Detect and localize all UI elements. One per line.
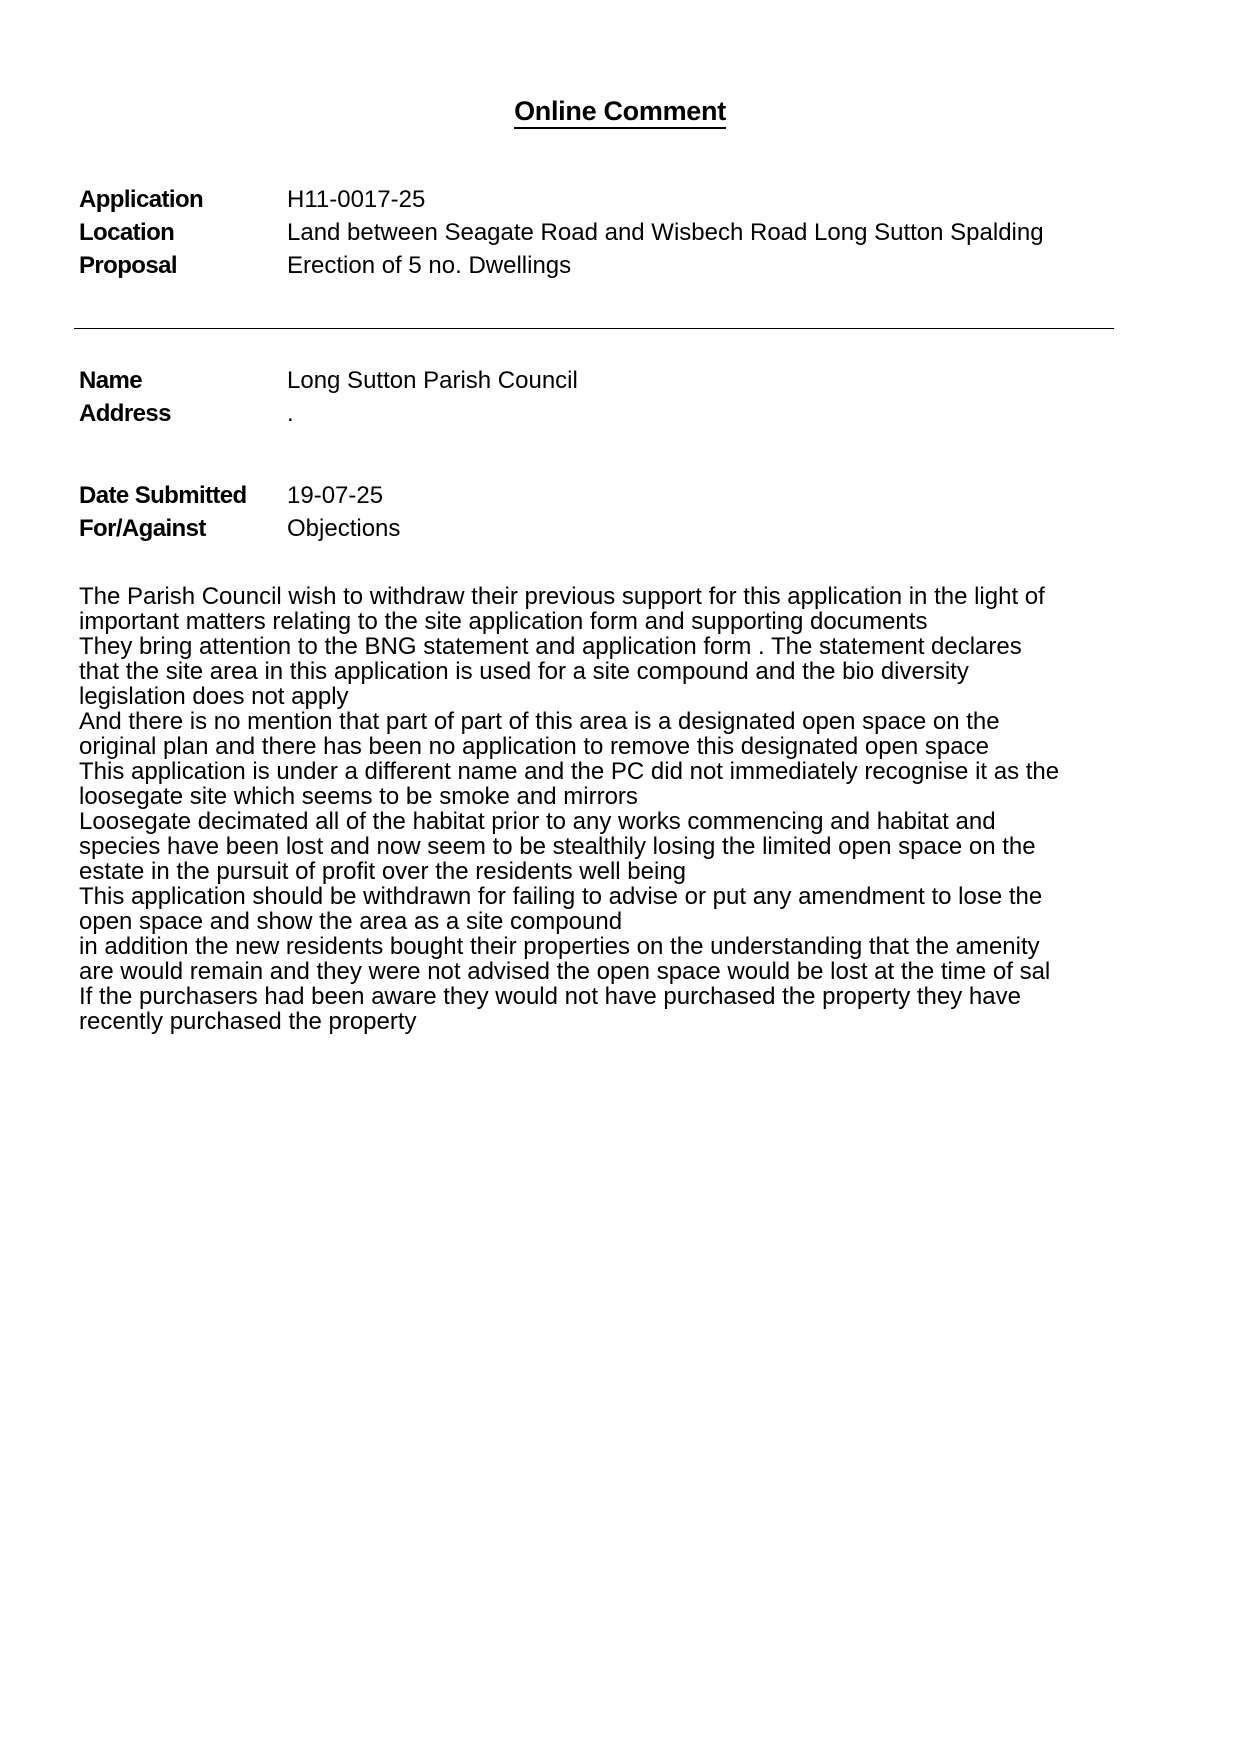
name-value: Long Sutton Parish Council <box>287 367 578 394</box>
comment-line: species have been lost and now seem to be stealthily losing the limited open space on the <box>79 833 1036 860</box>
comment-line: They bring attention to the BNG statement and application form . The statement declares <box>79 633 1022 660</box>
location-row <box>79 216 1044 250</box>
comment-line: are would remain and they were not advised the open space would be lost at the time of sal <box>79 958 1051 985</box>
comment-line: recently purchased the property <box>79 1008 417 1035</box>
proposal-value: Erection of 5 no. Dwellings <box>287 252 572 279</box>
date-submitted-label: Date Submitted <box>79 482 247 509</box>
comment-line: that the site area in this application is used for a site compound and the bio diversity <box>79 658 969 685</box>
comment-line: This application is under a different name and the PC did not immediately recognise it as the <box>79 758 1060 785</box>
location-label: Location <box>79 219 175 246</box>
page-title-text: Online Comment <box>514 96 726 129</box>
comment-line: Loosegate decimated all of the habitat prior to any works commencing and habitat and <box>79 808 996 835</box>
application-label: Application <box>79 186 204 213</box>
name-label: Name <box>79 367 142 394</box>
location-value: Land between Seagate Road and Wisbech Road Long Sutton Spalding <box>287 219 1044 246</box>
comment-line: loosegate site which seems to be smoke and mirrors <box>79 783 638 810</box>
address-value: . <box>287 400 294 427</box>
application-row <box>79 183 425 217</box>
date-submitted-row <box>79 479 383 513</box>
proposal-label: Proposal <box>79 252 177 279</box>
for-against-row <box>79 512 400 546</box>
comment-line: important matters relating to the site application form and supporting documents <box>79 608 928 635</box>
date-submitted-value: 19-07-25 <box>287 482 384 509</box>
comment-line: open space and show the area as a site compound <box>79 908 623 935</box>
comment-line: original plan and there has been no application to remove this designated open space <box>79 733 989 760</box>
name-row <box>79 364 578 398</box>
section-divider <box>74 328 1114 329</box>
for-against-label: For/Against <box>79 515 206 542</box>
comment-line: in addition the new residents bought their properties on the understanding that the amenity <box>79 933 1040 960</box>
proposal-row <box>79 249 571 283</box>
comment-line: This application should be withdrawn for failing to advise or put any amendment to lose the <box>79 883 1043 910</box>
for-against-value: Objections <box>287 515 401 542</box>
application-value: H11-0017-25 <box>287 186 426 213</box>
comment-line: And there is no mention that part of part of this area is a designated open space on the <box>79 708 1000 735</box>
comment-line: estate in the pursuit of profit over the residents well being <box>79 858 687 885</box>
comment-line: legislation does not apply <box>79 683 349 710</box>
comment-line: If the purchasers had been aware they would not have purchased the property they have <box>79 983 1021 1010</box>
comment-body <box>79 584 1159 1034</box>
comment-line: The Parish Council wish to withdraw their previous support for this application in the light of <box>79 583 1045 610</box>
page-title <box>0 96 1240 129</box>
address-label: Address <box>79 400 171 427</box>
address-row <box>79 397 294 431</box>
